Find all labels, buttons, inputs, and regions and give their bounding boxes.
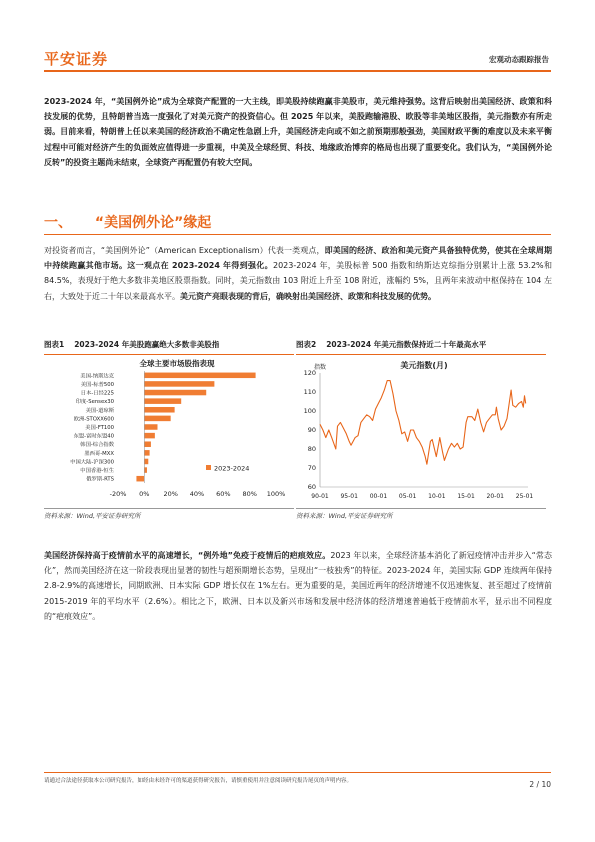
line-y-axis-label: 指数 xyxy=(314,364,327,371)
bar-category-label: 美国-道琼斯 xyxy=(85,407,114,414)
bar-category-label: 欧洲-STOXX600 xyxy=(73,416,114,423)
bar-8 xyxy=(144,433,155,439)
bar-category-label: 中国香港-恒生 xyxy=(80,468,114,475)
p1-bold-2: 美元资产亮眼表现的背后，确映射出美国经济、政策和科技发展的优势。 xyxy=(180,291,436,301)
bar-1 xyxy=(144,373,255,379)
bar-category-label: 东盟-富时东盟40 xyxy=(73,433,114,440)
intro-summary: 2023-2024 年，“美国例外论”成为全球资产配置的一大主线，即美股持续跑赢非美股市，美元维持强势。这背后映射出美国经济、政策和科技发展的优势，且特朗普当选一度强化了对美元资产的投资信心。但 2025 年以来，美股跑输港股、欧股等非美地区股指，美元指数亦有所走弱。目前来看，特朗普上任以来美国的经济政治不确定性急剧上升，美国经济走向或不如之前预期那般强劲，美国财政平衡的难度以及未来平衡过程中可能对经济产生的负面效应值得进一步重视，中美及全球经贸、科技、地缘政治博弈的格局也出现了重要变化。我们认为，“美国例外论反转”的投资主题尚未结束，全球资产再配置仍有较大空间。 xyxy=(44,97,552,167)
line-x-tick-label: 15-01 xyxy=(457,493,475,500)
p2-bold: 美国经济保持高于疫情前水平的高速增长，“例外地”免疫于疫情后的疤痕效应。 xyxy=(44,551,331,560)
bar-category-label: 美国-FT100 xyxy=(85,425,114,431)
line-y-tick-label: 90 xyxy=(307,426,316,434)
line-y-tick-label: 60 xyxy=(307,483,316,491)
bar-chart xyxy=(44,355,294,505)
footer-divider xyxy=(44,772,551,773)
page-number: 2 / 10 xyxy=(529,780,551,789)
line-chart-title: 美元指数(月) xyxy=(400,361,448,370)
line-y-tick-label: 110 xyxy=(303,388,316,396)
line-x-tick-label: 05-01 xyxy=(398,493,417,500)
section-number: 一、 xyxy=(44,215,72,231)
bar-x-tick-label: -20% xyxy=(109,490,127,498)
bar-category-label: 美国-标普500 xyxy=(80,381,114,388)
line-y-tick-label: 100 xyxy=(303,407,316,415)
bar-category-label: 日本-日经225 xyxy=(80,390,114,397)
figure-2-title: 2023-2024 年美元指数保持近二十年最高水平 xyxy=(326,340,487,349)
line-x-tick-label: 00-01 xyxy=(369,493,388,500)
line-series-usd-index xyxy=(320,381,526,465)
bar-4 xyxy=(144,398,181,404)
brand-logo: 平安证券 xyxy=(44,50,109,68)
bar-5 xyxy=(144,407,174,413)
line-x-tick-label: 10-01 xyxy=(428,493,446,500)
paragraph-1 xyxy=(44,243,552,304)
figure-1-caption xyxy=(44,338,294,355)
bar-12 xyxy=(144,467,147,473)
bar-category-label: 美国-纳斯达克 xyxy=(80,373,114,380)
bar-category-label: 俄罗斯-RTS xyxy=(86,476,114,483)
figure-2-source: 资料来源：Wind,平安证券研究所 xyxy=(296,508,546,520)
bar-category-label: 中国大陆-沪深300 xyxy=(70,459,114,466)
bar-10 xyxy=(144,450,149,456)
bar-9 xyxy=(144,441,151,447)
bar-x-tick-label: 80% xyxy=(242,490,257,498)
figure-2-caption xyxy=(296,338,546,355)
bar-3 xyxy=(144,390,206,396)
footer-disclaimer: 请通过合法途径获取本公司研究报告，如经由未经许可的渠道获得研究报告，请慎重使用并注意阅读研究报告尾页的声明内容。 xyxy=(44,778,353,784)
bar-x-tick-label: 40% xyxy=(189,490,205,498)
section-title: “美国例外论”缘起 xyxy=(94,215,212,231)
bar-x-tick-label: 60% xyxy=(216,490,231,498)
bar-6 xyxy=(144,416,170,422)
line-x-tick-label: 20-01 xyxy=(486,493,504,500)
figure-2 xyxy=(296,338,546,509)
figure-1-source: 资料来源：Wind,平安证券研究所 xyxy=(44,508,294,520)
bar-2 xyxy=(144,381,214,387)
bar-legend-label: 2023-2024 xyxy=(214,464,250,473)
bar-7 xyxy=(144,424,157,430)
line-y-tick-label: 70 xyxy=(307,464,316,472)
p1-bold-1: 即美国的经济、政治和美元资产具备独特优势，使其在全球周期中持续跑赢其他市场。这一观点在 2023-2024 年得到强化。 xyxy=(44,246,552,271)
paragraph-2 xyxy=(44,548,552,624)
line-x-tick-label: 90-01 xyxy=(311,493,329,500)
bar-category-label: 印度-Sensex30 xyxy=(75,399,114,406)
header-divider xyxy=(44,70,551,72)
line-chart xyxy=(296,355,546,505)
figure-2-number: 图表2 xyxy=(296,340,317,349)
figure-1-title: 2023-2024 年美股跑赢绝大多数非美股指 xyxy=(74,340,220,349)
bar-x-tick-label: 20% xyxy=(163,490,178,498)
line-x-tick-label: 95-01 xyxy=(340,493,358,500)
p1-lead: 对投资者而言，“美国例外论”（American Exceptionalism）代表一类观点， xyxy=(44,246,325,255)
bar-category-label: 墨西哥-MXX xyxy=(84,450,114,457)
bar-x-tick-label: 0% xyxy=(139,490,150,498)
p1-mid: 2023-2024 年，美股标普 500 指数和纳斯达克综指分别累计上涨 53.2%和 84.5%，表现好于绝大多数非美地区股票指数。同时，美元指数由 103 附近上升至 108 附近，涨幅约 5%，且两年来波动中枢保持在 104 左右，大致处于近二十年以来最高水平。 xyxy=(44,261,552,301)
bar-chart-title: 全球主要市场股指表现 xyxy=(139,359,215,368)
line-x-tick-label: 25-01 xyxy=(515,493,534,500)
figure-1 xyxy=(44,338,294,509)
line-y-tick-label: 80 xyxy=(307,445,316,453)
bar-category-label: 韩国-综合指数 xyxy=(80,442,114,449)
bar-x-tick-label: 100% xyxy=(266,490,286,498)
bar-11 xyxy=(144,459,148,465)
p2-rest: 2023 年以来，全球经济基本消化了新冠疫情冲击并步入“常态化”，然而美国经济在这一阶段表现出显著的韧性与超预期增长态势，呈现出“一枝独秀”的特征。2023-2024 年，美国实际 GDP 连续两年保持 2.8-2.9%的高速增长，同期欧洲、日本实际 GDP 增长仅在 1%左右。更为重要的是，美国近两年的经济增速不仅迅速恢复、甚至超过了疫情前 2015-2019 年的平均水平（2.6%）。相比之下，欧洲、日本以及新兴市场和发展中经济体的经济增速普遍低于疫情前水平，显示出不同程度的“疤痕效应”。 xyxy=(44,551,552,621)
bar-13 xyxy=(136,476,144,482)
figure-1-number: 图表1 xyxy=(44,340,65,349)
line-y-tick-label: 120 xyxy=(303,369,316,377)
section-divider xyxy=(44,234,551,235)
bar-legend-swatch xyxy=(206,465,211,470)
section-heading xyxy=(44,212,211,232)
report-type: 宏观动态跟踪报告 xyxy=(489,55,549,64)
